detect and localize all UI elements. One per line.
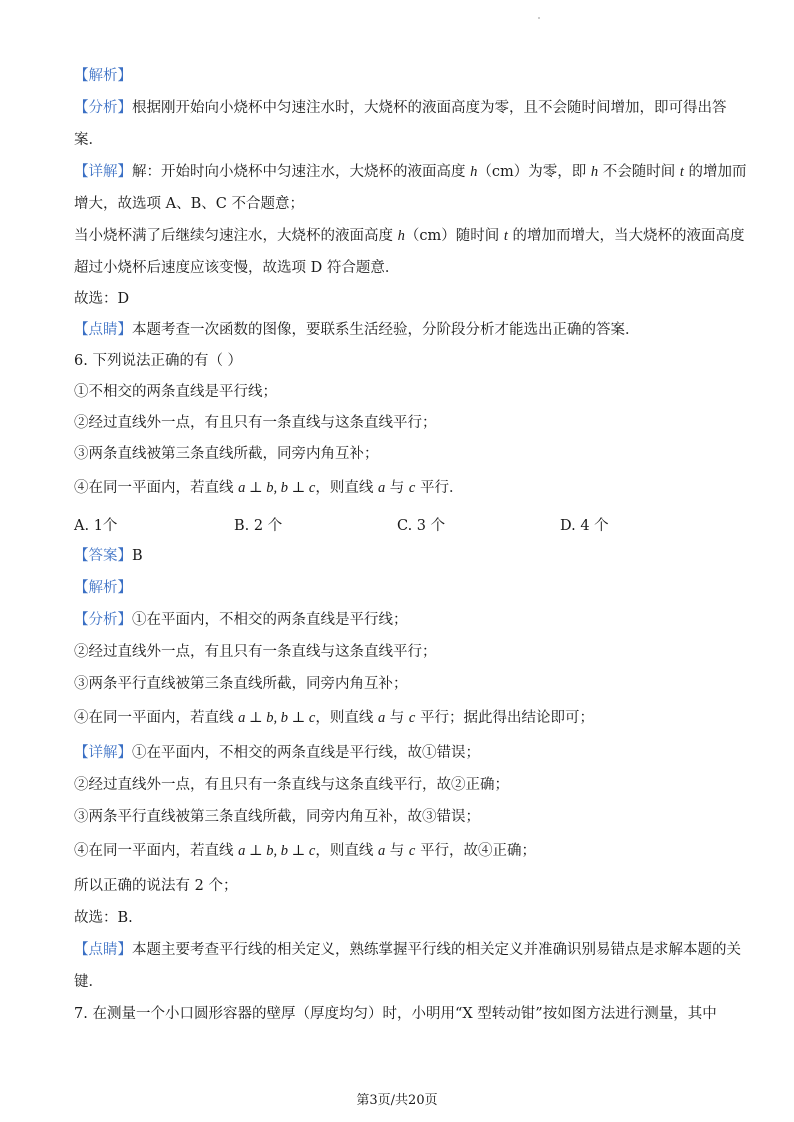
option-d: D. 4 个 (560, 518, 609, 534)
question-7-stem: 7. 在测量一个小口圆形容器的壁厚（厚度均匀）时，小明用“X 型转动钳”按如图方法进行测量，其中 (74, 1006, 717, 1022)
option-a: A. 1个 (74, 518, 118, 534)
q6-analysis-heading: 【解析】 (74, 580, 132, 596)
q6-detail-line-1: 【详解】①在平面内，不相交的两条直线是平行线，故①错误； (74, 745, 480, 761)
q6-analysis-line-3: ③两条平行直线被第三条直线所截，同旁内角互补； (74, 676, 408, 692)
page-footer: 第3页/共20页 (356, 1093, 438, 1108)
q5-detail-line-3: 当小烧杯满了后继续匀速注水，大烧杯的液面高度 h（cm）随时间 t 的增加而增大，当大烧杯的液面高度 (74, 228, 745, 244)
q6-statement-1: ①不相交的两条直线是平行线； (74, 384, 277, 400)
q6-statement-4: ④在同一平面内，若直线 a ⊥ b, b ⊥ c，则直线 a 与 c 平行． (74, 480, 464, 496)
q6-answer: 【答案】B (74, 548, 143, 564)
q6-analysis-line-2: ②经过直线外一点，有且只有一条直线与这条直线平行； (74, 644, 437, 660)
question-6-stem: 6. 下列说法正确的有（ ） (74, 353, 243, 369)
q5-comment: 【点睛】本题考查一次函数的图像，要联系生活经验，分阶段分析才能选出正确的答案． (74, 322, 640, 338)
q6-statement-3: ③两条直线被第三条直线所截，同旁内角互补； (74, 446, 379, 462)
q5-detail-line-4: 超过小烧杯后速度应该变慢，故选项 D 符合题意． (74, 260, 400, 276)
q6-analysis-line-4: ④在同一平面内，若直线 a ⊥ b, b ⊥ c，则直线 a 与 c 平行；据此得出结论即可； (74, 710, 594, 726)
analysis-heading: 【解析】 (74, 68, 132, 84)
q6-detail-line-4: ④在同一平面内，若直线 a ⊥ b, b ⊥ c，则直线 a 与 c 平行，故④正确； (74, 843, 536, 859)
q5-detail-line-1: 【详解】解：开始时向小烧杯中匀速注水，大烧杯的液面高度 h（cm）为零，即 h 不会随时间 t 的增加而 (74, 164, 747, 180)
q5-choice: 故选：D (74, 291, 130, 307)
q5-analysis-line-1: 【分析】根据刚开始向小烧杯中匀速注水时，大烧杯的液面高度为零，且不会随时间增加，即可得出答 (74, 100, 727, 116)
q6-detail-line-3: ③两条平行直线被第三条直线所截，同旁内角互补，故③错误； (74, 809, 480, 825)
scan-dot (538, 17, 540, 19)
q6-statement-2: ②经过直线外一点，有且只有一条直线与这条直线平行； (74, 415, 437, 431)
q5-detail-line-2: 增大，故选项 A、B、C 不合题意； (74, 196, 304, 212)
q6-comment-line-2: 键． (74, 974, 103, 990)
q6-analysis-line-1: 【分析】①在平面内，不相交的两条直线是平行线； (74, 612, 408, 628)
option-c: C. 3 个 (397, 518, 446, 534)
q6-comment-line-1: 【点睛】本题主要考查平行线的相关定义，熟练掌握平行线的相关定义并准确识别易错点是求解本题的关 (74, 942, 741, 958)
q6-detail-line-2: ②经过直线外一点，有且只有一条直线与这条直线平行，故②正确； (74, 777, 509, 793)
q5-analysis-line-2: 案． (74, 132, 103, 148)
option-b: B. 2 个 (234, 518, 283, 534)
q6-choice: 故选：B. (74, 910, 133, 926)
q6-options (74, 514, 734, 534)
q6-conclusion: 所以正确的说法有 2 个； (74, 878, 238, 894)
